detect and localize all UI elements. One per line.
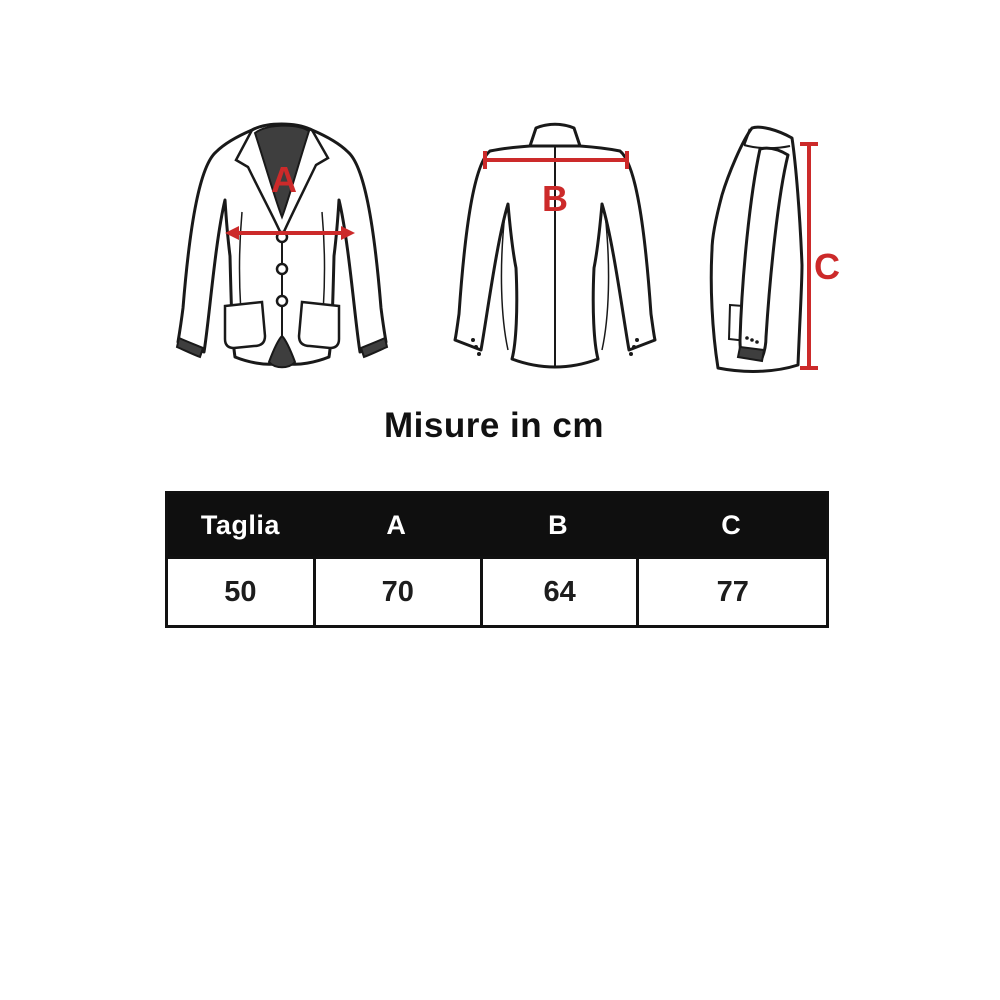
page-title: Misure in cm — [384, 406, 604, 445]
jacket-back-cuff-button — [629, 352, 633, 356]
jacket-front-button-2 — [277, 264, 287, 274]
header-cell-b: B — [548, 509, 569, 540]
header-cell-c: C — [721, 509, 742, 540]
measurement-label-a: A — [271, 159, 297, 200]
jacket-side-drawing — [698, 115, 850, 377]
jacket-front-pocket-right — [299, 302, 339, 348]
jacket-back-diagram — [448, 118, 666, 376]
jacket-back-cuff-button — [635, 338, 639, 342]
jacket-back-cuff-button — [477, 352, 481, 356]
size-table-header-row — [168, 494, 826, 556]
header-cell-a: A — [386, 509, 407, 540]
jacket-back-collar — [530, 124, 580, 146]
jacket-side-diagram — [698, 115, 850, 377]
jacket-front-diagram — [168, 112, 396, 374]
measurement-label-c: C — [814, 246, 840, 287]
jacket-back-cuff-button — [471, 338, 475, 342]
jacket-back-drawing — [448, 118, 666, 376]
size-table — [165, 491, 829, 628]
header-cell-taglia: Taglia — [200, 509, 280, 540]
jacket-back-cuff-button — [632, 345, 636, 349]
cell-taglia-value: 50 — [224, 575, 257, 608]
jacket-back-seam-left — [501, 213, 508, 350]
jacket-side-cuff-button — [745, 336, 749, 340]
cell-a-value: 70 — [313, 559, 480, 625]
jacket-front-button-3 — [277, 296, 287, 306]
jacket-back-seam-right — [602, 213, 609, 350]
jacket-front-pocket-left — [225, 302, 265, 348]
jacket-side-cuff-button — [750, 338, 754, 342]
measurement-label-b: B — [542, 178, 568, 219]
jacket-side-cuff-button — [755, 340, 759, 344]
jacket-back-cuff-button — [474, 345, 478, 349]
cell-b-value: 64 — [480, 559, 637, 625]
jacket-front-drawing — [168, 112, 396, 374]
size-table-data-row — [168, 556, 826, 625]
cell-c-value: 77 — [636, 559, 826, 625]
